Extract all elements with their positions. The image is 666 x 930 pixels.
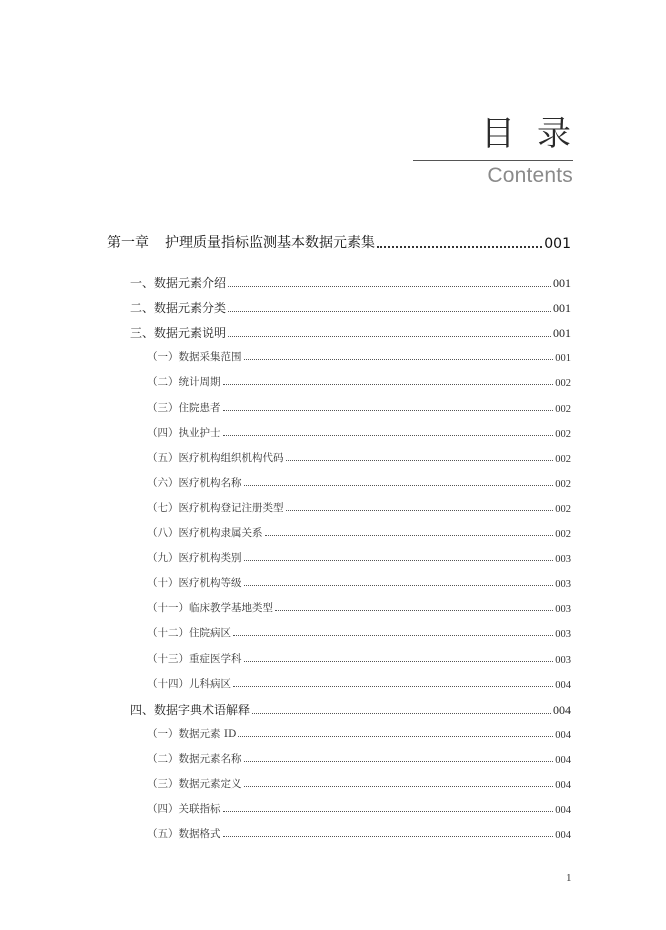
toc-entry-label: 四、数据字典术语解释: [130, 702, 251, 717]
toc-entry[interactable]: [147, 574, 571, 590]
dot-leader: [244, 358, 554, 360]
toc-entry[interactable]: [147, 348, 571, 364]
toc-entry-label: （十二）住院病区: [147, 627, 231, 640]
toc-entry-page-number: 004: [555, 754, 571, 766]
toc-entry[interactable]: [147, 373, 571, 389]
dot-leader: [244, 760, 554, 762]
toc-entry-page-number: 002: [555, 478, 571, 490]
dot-leader: [265, 534, 554, 536]
dot-leader: [223, 383, 554, 385]
toc-entry-page-number: 004: [555, 830, 571, 842]
toc-entry-page-number: 002: [555, 503, 571, 515]
toc-entry-label: （四）关联指标: [147, 803, 221, 816]
toc-entry-label: 二、数据元素分类: [130, 301, 227, 316]
toc-entry[interactable]: [147, 599, 571, 615]
toc-entry[interactable]: [147, 424, 571, 440]
toc-entry-page-number: 002: [555, 378, 571, 390]
toc-entry-label: （三）住院患者: [147, 401, 221, 414]
toc-entry[interactable]: [147, 474, 571, 490]
dot-leader: [228, 310, 551, 312]
toc-entry-label: （六）医疗机构名称: [147, 476, 242, 489]
page-footer-number: 1: [566, 872, 572, 884]
toc-entry-label: （十一）临床教学基地类型: [147, 602, 273, 615]
dot-leader: [377, 245, 542, 248]
toc-entry-label: （四）执业护士: [147, 426, 221, 439]
toc-entry-page-number: 003: [555, 604, 571, 616]
dot-leader: [223, 434, 554, 436]
toc-entry-label: （三）数据元素定义: [147, 778, 242, 790]
dot-leader: [223, 835, 554, 837]
toc-entry-page-number: 004: [555, 729, 571, 741]
dot-leader: [244, 484, 554, 486]
toc-entry[interactable]: [147, 800, 571, 816]
toc-title-block: [413, 112, 593, 189]
toc-entry[interactable]: [147, 449, 571, 465]
dot-leader: [238, 735, 553, 737]
toc-entry-label: （十四）儿科病区: [147, 677, 231, 690]
toc-entry-page-number: 003: [555, 629, 571, 641]
toc-entry-label: （一）数据元素 ID: [147, 727, 237, 740]
toc-entry-label: （七）医疗机构登记注册类型: [147, 501, 284, 514]
page-subtitle: Contents: [487, 164, 573, 187]
toc-entry-label: （五）医疗机构组织机构代码: [147, 451, 284, 464]
toc-entry-page-number: 004: [553, 702, 571, 717]
toc-entry-page-number: 002: [555, 453, 571, 465]
dot-leader: [244, 559, 554, 561]
toc-entry-page-number: 003: [555, 554, 571, 566]
toc-entry-page-number: 001: [553, 326, 571, 341]
dot-leader: [228, 285, 551, 287]
dot-leader: [286, 459, 554, 461]
toc-entry-label: 三、数据元素说明: [130, 326, 227, 341]
page-title: 目录: [481, 114, 593, 154]
toc-entry-label: （十三）重症医学科: [147, 652, 242, 665]
dot-leader: [223, 810, 554, 812]
toc-entry[interactable]: [147, 524, 571, 540]
toc-entry-page-number: 004: [555, 805, 571, 817]
toc-entry[interactable]: [130, 273, 571, 291]
toc-entry-label: （九）医疗机构类别: [147, 552, 242, 565]
dot-leader: [228, 335, 551, 337]
toc-entry[interactable]: [147, 624, 571, 640]
toc-entry-page-number: 001: [555, 353, 571, 365]
toc-entry-page-number: 002: [555, 403, 571, 415]
dot-leader: [223, 409, 554, 411]
toc-entry[interactable]: [147, 825, 571, 841]
dot-leader: [244, 785, 554, 787]
toc-entry[interactable]: [147, 775, 571, 791]
title-divider: [413, 160, 573, 161]
toc-entry-label: （五）数据格式: [147, 828, 221, 841]
toc-entry-page-number: 002: [555, 529, 571, 540]
toc-entry[interactable]: [147, 399, 571, 415]
toc-entry[interactable]: [147, 675, 571, 691]
dot-leader: [244, 660, 554, 662]
toc-entry-label: （十）医疗机构等级: [147, 577, 242, 590]
toc-entry-label: （八）医疗机构隶属关系: [147, 527, 263, 539]
toc-entry[interactable]: [147, 725, 571, 741]
chapter-page-number: 001: [544, 236, 571, 252]
toc-chapter-entry[interactable]: [107, 232, 571, 252]
toc-entry[interactable]: [147, 650, 571, 666]
toc-entry-page-number: 003: [555, 654, 571, 666]
chapter-number: 第一章: [107, 235, 149, 251]
toc-entry[interactable]: [130, 298, 571, 316]
toc-entry[interactable]: [147, 499, 571, 515]
toc-entry-page-number: 003: [555, 579, 571, 591]
toc-entry-page-number: 001: [553, 301, 571, 316]
toc-entry[interactable]: [147, 549, 571, 565]
toc-entry-label: （二）统计周期: [147, 376, 221, 389]
toc-entry-label: （二）数据元素名称: [147, 752, 242, 765]
dot-leader: [275, 609, 553, 611]
toc-entry[interactable]: [130, 323, 571, 341]
toc-entry-label: （一）数据采集范围: [147, 351, 242, 364]
toc-entry-page-number: 001: [553, 276, 571, 290]
toc-entry[interactable]: [130, 700, 571, 718]
toc-entry[interactable]: [147, 750, 571, 766]
dot-leader: [233, 685, 553, 687]
dot-leader: [233, 634, 553, 636]
dot-leader: [252, 712, 551, 714]
chapter-label: [107, 232, 375, 252]
dot-leader: [244, 584, 554, 586]
chapter-title: 护理质量指标监测基本数据元素集: [165, 235, 375, 251]
toc-entry-page-number: 004: [555, 679, 571, 691]
toc-entry-label: 一、数据元素介绍: [130, 276, 227, 290]
dot-leader: [286, 509, 554, 511]
toc-entry-page-number: 002: [555, 428, 571, 440]
toc-entry-page-number: 004: [555, 780, 571, 791]
